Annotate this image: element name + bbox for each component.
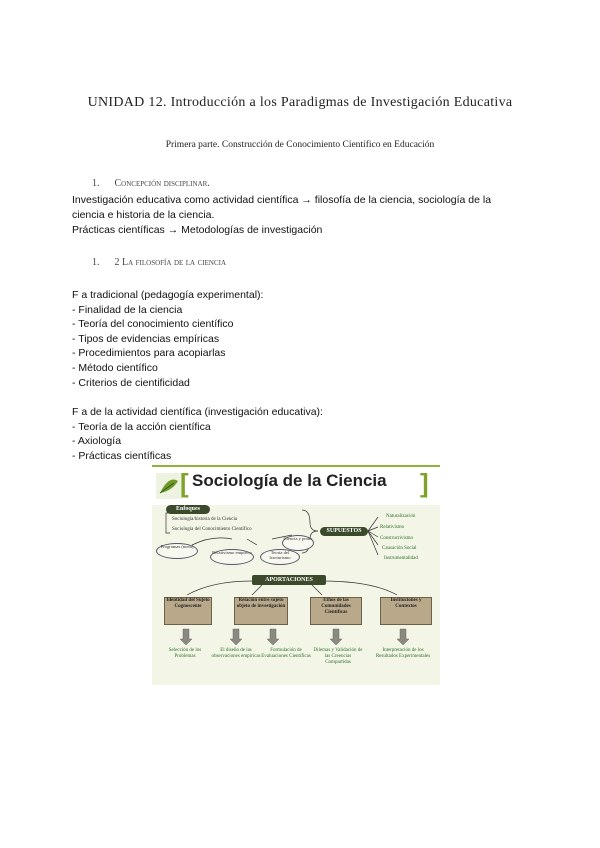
leaf-logo-icon (156, 473, 182, 499)
supuestos-label: SUPUESTOS (320, 527, 368, 536)
outcome-text: Selección de los Problemas (168, 648, 202, 659)
outcome-text: Interpretación de los Resultados Experimentales (375, 648, 431, 659)
paragraph-line: ciencia e historia de la ciencia. (72, 209, 215, 221)
list-item: - Axiología (72, 435, 122, 448)
list-item: - Finalidad de la ciencia (72, 303, 183, 316)
oval-node: Ciencia y poder (282, 535, 314, 551)
diagram-header (152, 465, 440, 505)
list-item: - Criterios de cientificidad (72, 376, 190, 389)
list-item: - Procedimientos para acopiarlas (72, 347, 226, 360)
section-heading-1 (92, 178, 210, 189)
list-intro: F a tradicional (pedagogía experimental): (72, 289, 264, 301)
oval-node: Programas (meta) (156, 543, 198, 559)
section-heading-2 (92, 257, 226, 268)
list-item: - Tipos de evidencias empíricas (72, 332, 220, 345)
page-title: UNIDAD 12. Introducción a los Paradigmas de Investigación Educativa (87, 95, 513, 110)
paragraph-line: Investigación educativa como actividad científica → filosofía de la ciencia, sociología de la (72, 194, 492, 206)
contribution-box: Ethos de las Comunidades Científicas (310, 597, 362, 625)
supuesto-item: Relativismo (380, 525, 405, 530)
aportaciones-label: APORTACIONES (252, 575, 326, 585)
bracket-right: ] (420, 468, 429, 498)
enfoque-item: Sociología/historia de la Ciencia (172, 517, 238, 522)
supuesto-item: Causación Social (382, 546, 417, 551)
paragraph-line: Prácticas científicas → Metodologías de investigación (72, 224, 323, 236)
outcome-text: Dilemas y Validación de las Creencias Compartidas (313, 648, 363, 665)
bracket-left: [ (180, 468, 189, 498)
section-number: 1. (92, 178, 100, 189)
oval-node: Teoría del fracturismo (260, 549, 300, 565)
diagram-title: Sociología de la Ciencia (192, 471, 387, 490)
outcome-text: El diseño de las observaciones empíricas (211, 648, 261, 659)
enfoque-item: Sociología del Conocimiento Científico (172, 527, 252, 532)
section-heading-text: Concepción disciplinar. (114, 178, 210, 189)
contribution-box: Relación entre sujeto objeto de investigación (234, 597, 288, 625)
traditional-list (72, 288, 263, 390)
activity-list (72, 405, 323, 463)
contribution-box: Instituciones y Contextos (380, 597, 432, 625)
section-number: 1. (92, 257, 100, 268)
section1-paragraph (72, 193, 491, 238)
oval-node: Relativismo empírico (210, 549, 254, 565)
list-item: - Prácticas científicas (72, 449, 172, 462)
section-heading-text: 2 La filosofía de la ciencia (114, 257, 226, 268)
contribution-box: Identidad del Sujeto Cognoscente (164, 597, 212, 625)
sociology-of-science-diagram (152, 465, 440, 685)
supuesto-item: Constructivismo (380, 536, 414, 541)
list-item: - Teoría de la acción científica (72, 420, 211, 433)
enfoques-label: Enfoques (166, 505, 210, 514)
supuesto-item: Instrumentalidad (384, 556, 418, 561)
list-item: - Teoría del conocimiento científico (72, 318, 234, 331)
outcome-text: Formulación de Evaluaciones Científicas (261, 648, 311, 659)
supuesto-item: Naturalización (386, 514, 416, 519)
page-subtitle: Primera parte. Construcción de Conocimiento Científico en Educación (165, 140, 435, 150)
list-item: - Método científico (72, 361, 158, 374)
diagram-body (152, 505, 440, 685)
list-intro: F a de la actividad científica (investigación educativa): (72, 406, 323, 418)
